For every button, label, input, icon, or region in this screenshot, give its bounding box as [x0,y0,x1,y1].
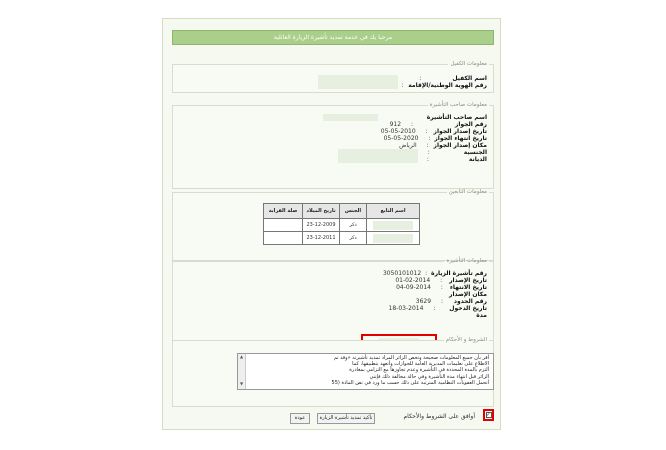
relation-cell [264,232,303,245]
terms-legend: الشروط و الأحكام [445,337,487,343]
scroll-down-icon[interactable]: ▼ [239,381,244,387]
col-relation: صلة القرابة [264,204,303,219]
entry-date-label: تاريخ الدخول [449,305,487,312]
birth-date-cell: 23-12-2011 [303,232,340,245]
terms-line: الاطلاع على تعليمات المديرية العامة للجوازات وأتعهد بتطبيقها، كما [352,361,489,368]
passport-no-label: رقم الجواز [454,121,487,128]
visa-issue-date-label: تاريخ الإصدار [449,277,487,284]
holder-legend: معلومات صاحب التأشيرة [429,102,487,108]
terms-line: أقر بأن جميع المعلومات صحيحة وتخص الزائر المراد تمديد تأشيرته «وقد تم [333,355,489,361]
visa-issue-place-label: مكان الإصدار [449,291,487,298]
holder-info-section: معلومات صاحب التأشيرة اسم صاحب التأشيرة رقم الجواز : 912 تاريخ إصدار الجواز : 05-05-2010 تاريخ انتهاء الجواز : 05-05-2020 مكان إصدار الجواز : الرياض الجنسية : الديانة : [172,102,494,189]
entry-date-value: 18-03-2014 [388,305,424,312]
visa-expiry-date-value: 04-09-2014 [396,284,431,291]
confirm-extension-button[interactable]: تأكيد تمديد تأشيرة الزيارة [317,413,375,424]
visa-extension-form [162,18,501,430]
nationality-label: الجنسية [463,149,487,156]
passport-issue-place-label: مكان إصدار الجواز [433,142,487,149]
nationality-value [338,149,418,156]
col-birth-date: تاريخ الميلاد [303,204,340,219]
col-gender: الجنس [340,204,367,219]
sponsor-name-value [318,75,398,82]
relation-cell [264,219,303,232]
dependents-table [263,203,420,245]
dependents-legend: معلومات التابعين [448,189,487,195]
visa-expiry-date-label: تاريخ الانتهاء [449,284,487,291]
passport-issue-place-value: الرياض [399,142,417,149]
terms-textarea[interactable] [237,353,494,390]
table-row [264,219,420,232]
sponsor-id-value [318,82,398,89]
terms-line: الزائر قبل انتهاء مدة التأشيرة وفي حالة مخالفة ذلك فإنني [369,373,489,380]
sponsor-info-section: معلومات الكفيل اسم الكفيل : رقم الهوية الوطنية/الإقامة : [172,61,494,93]
visa-legend: معلومات التأشيرة [446,258,487,264]
col-dependent-name: اسم التابع [367,204,420,219]
visa-info-section: معلومات التأشيرة رقم تأشيرة الزيارة : 3050101012 تاريخ الإصدار : 01-02-2014 تاريخ الانتهاء : 04-09-2014 مكان الإصدار رقم الحدود : 3629 تاريخ الدخول : 18-03-2014 مدة [172,258,494,345]
dependents-section [172,189,494,261]
visa-number-value: 3050101012 [382,270,422,277]
passport-issue-date-label: تاريخ إصدار الجواز [433,128,487,135]
visa-issue-date-value: 01-02-2014 [395,277,431,284]
passport-expiry-date-label: تاريخ انتهاء الجواز [434,135,487,142]
border-number-value: 3629 [415,298,432,305]
terms-line: ألتزم بالمدة المحددة في التأشيرة وعدم تجاوزها مع التزامي بمغادرة [349,367,489,374]
sponsor-name-label: اسم الكفيل [452,75,487,82]
agree-checkbox[interactable]: ✓ [486,411,491,418]
sponsor-legend: معلومات الكفيل [450,61,487,67]
terms-scrollbar[interactable] [238,354,246,389]
sponsor-id-label: رقم الهوية الوطنية/الإقامة [408,82,487,89]
religion-label: الديانة [468,156,487,163]
scroll-up-icon[interactable]: ▲ [239,354,244,359]
passport-expiry-date-value: 05-05-2020 [383,135,419,142]
back-button[interactable]: عودة [290,413,310,424]
passport-issue-date-value: 05-05-2010 [380,128,416,135]
page-title: مرحبا بك في خدمة تمديد تأشيرة الزيارة العائلية [172,30,494,45]
gender-cell: ذكر [340,219,367,232]
duration-label: مدة [476,312,487,319]
religion-value [338,156,418,163]
dependent-name-cell [367,219,420,232]
birth-date-cell: 23-12-2009 [303,219,340,232]
passport-no-value: 912 [389,121,402,128]
holder-name-label: اسم صاحب التأشيرة [426,114,487,121]
agree-label: أوافق على الشروط والأحكام [403,413,475,420]
border-number-label: رقم الحدود [453,298,487,305]
holder-name-value [323,114,378,121]
table-row [264,232,420,245]
dependent-name-cell [367,232,420,245]
visa-number-label: رقم تأشيرة الزيارة [431,270,487,277]
terms-line: أتحمل العقوبات النظامية المترتبة على ذلك حسب ما ورد في نص المادة (55 [331,379,489,386]
gender-cell: ذكر [340,232,367,245]
